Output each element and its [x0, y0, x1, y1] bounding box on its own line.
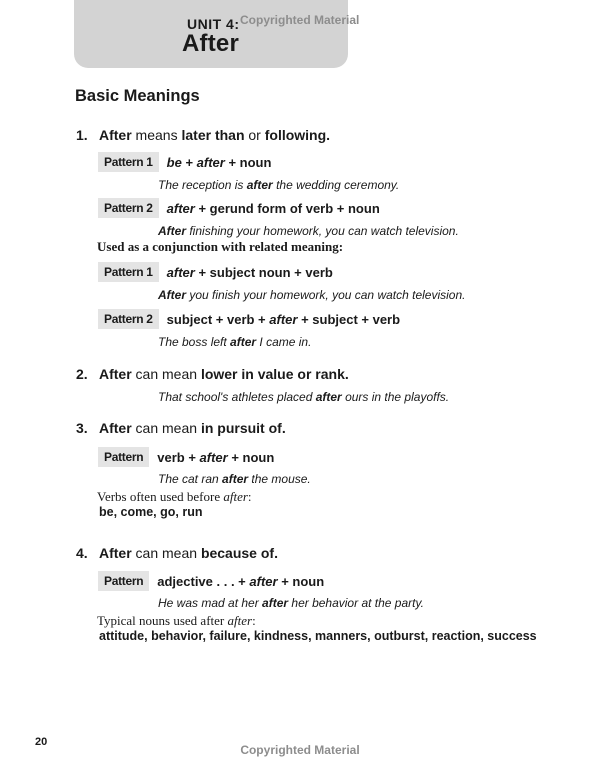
example-sentence: He was mad at her after her behavior at the party.	[158, 596, 424, 610]
example-sentence: After you finish your homework, you can watch television.	[158, 288, 466, 302]
copyright-watermark-top: Copyrighted Material	[240, 13, 360, 27]
usage-note: Verbs often used before after:	[97, 489, 252, 504]
page-number: 20	[35, 736, 48, 748]
page-title: Basic Meanings	[75, 87, 200, 105]
pattern-row	[98, 447, 274, 467]
pattern-row	[98, 309, 400, 329]
copyright-watermark-bottom: Copyrighted Material	[240, 743, 360, 757]
pattern-formula: subject + verb + after + subject + verb	[166, 311, 401, 327]
item-number: 1.	[76, 127, 88, 143]
pattern-label: Pattern 2	[98, 309, 159, 329]
item-number: 3.	[76, 420, 88, 436]
usage-note: Typical nouns used after after:	[97, 613, 256, 628]
example-sentence: That school's athletes placed after ours in the playoffs.	[158, 390, 450, 404]
example-sentence: The reception is after the wedding ceremony.	[158, 178, 400, 192]
unit-tab	[74, 0, 348, 68]
item-heading: After can mean because of.	[99, 545, 278, 561]
unit-title: After	[182, 30, 240, 57]
item-heading: After can mean in pursuit of.	[99, 420, 286, 436]
item-number: 4.	[76, 545, 88, 561]
pattern-row	[98, 571, 324, 591]
pattern-formula: verb + after + noun	[157, 449, 275, 465]
pattern-label: Pattern	[98, 447, 149, 467]
example-sentence: The boss left after I came in.	[158, 335, 312, 349]
pattern-row	[98, 262, 333, 282]
pattern-formula: adjective . . . + after + noun	[157, 573, 325, 589]
pattern-row	[98, 152, 271, 172]
unit-label: UNIT 4:	[187, 16, 240, 32]
pattern-label: Pattern 2	[98, 198, 159, 218]
example-sentence: The cat ran after the mouse.	[158, 472, 311, 486]
word-list: attitude, behavior, failure, kindness, manners, outburst, reaction, success	[99, 629, 537, 643]
pattern-formula: be + after + noun	[166, 154, 272, 170]
pattern-label: Pattern	[98, 571, 149, 591]
item-heading: After means later than or following.	[99, 127, 331, 143]
pattern-formula: after + gerund form of verb + noun	[166, 200, 380, 216]
pattern-formula: after + subject noun + verb	[166, 264, 333, 280]
example-sentence: After finishing your homework, you can watch television.	[158, 224, 459, 238]
pattern-label: Pattern 1	[98, 152, 159, 172]
item-heading: After can mean lower in value or rank.	[99, 366, 349, 382]
pattern-label: Pattern 1	[98, 262, 159, 282]
item-number: 2.	[76, 366, 88, 382]
pattern-row	[98, 198, 380, 218]
word-list: be, come, go, run	[99, 505, 203, 519]
usage-note: Used as a conjunction with related meaning:	[97, 239, 344, 254]
